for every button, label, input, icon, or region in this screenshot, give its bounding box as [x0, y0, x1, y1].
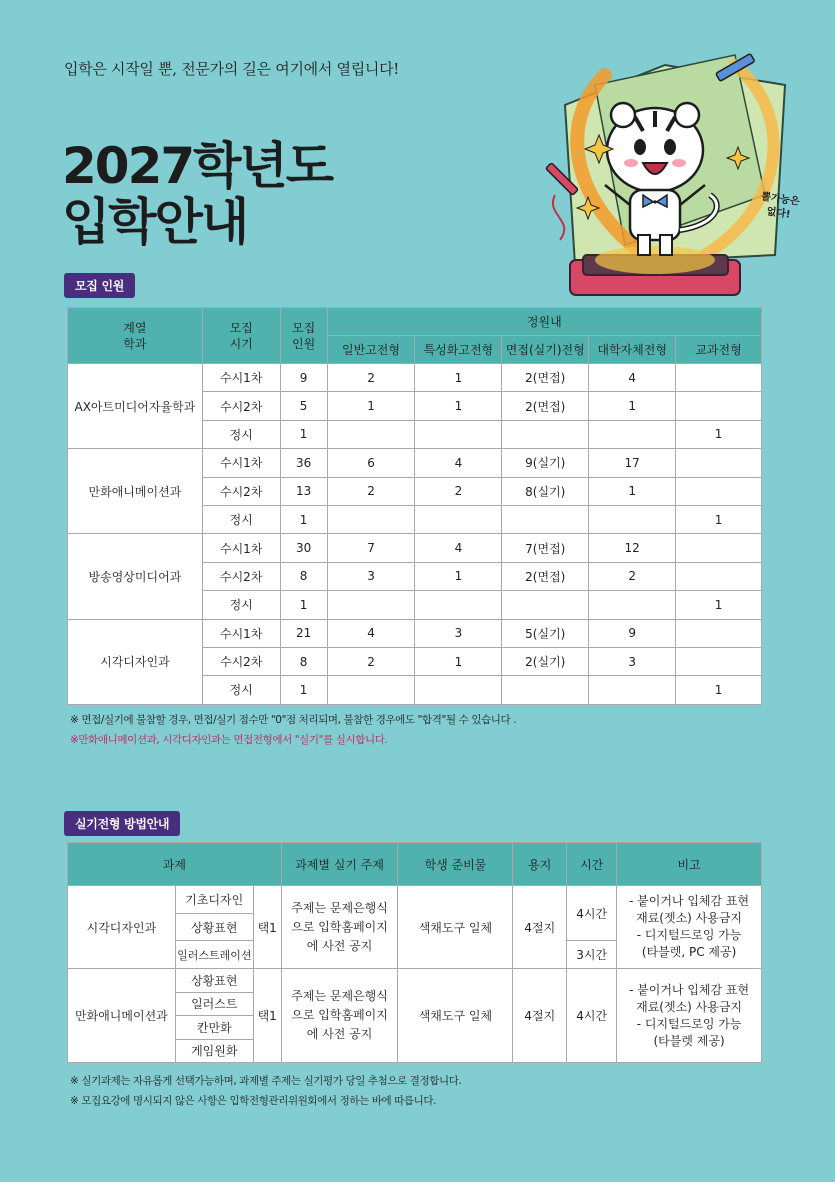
quota-cell: 1 — [676, 420, 762, 448]
quota-cell: 5(실기) — [502, 619, 589, 647]
quota-cell: 1 — [589, 392, 676, 420]
practical-time-a: 4시간 — [567, 886, 617, 941]
count-cell: 8 — [280, 562, 327, 590]
quota-cell: 4 — [327, 619, 415, 647]
quota-cell: 1 — [415, 562, 502, 590]
header-inquota: 정원내 — [327, 308, 761, 336]
header-period: 모집 시기 — [202, 308, 280, 364]
practical-task: 게임원화 — [175, 1039, 253, 1063]
quota-cell — [502, 505, 589, 533]
practical-row-visual — [68, 886, 762, 914]
header-count: 모집 인원 — [280, 308, 327, 364]
practical-paper: 4절지 — [513, 969, 567, 1063]
period-cell: 수시1차 — [202, 364, 280, 392]
quota-cell: 2 — [589, 562, 676, 590]
quota-cell — [327, 420, 415, 448]
quota-cell — [589, 505, 676, 533]
quota-cell: 2 — [327, 364, 415, 392]
count-cell: 1 — [280, 591, 327, 619]
quota-cell: 3 — [327, 562, 415, 590]
practical-task: 일러스트레이션 — [175, 941, 253, 969]
recruit-note-2: ※만화애니메이션과, 시각디자인과는 면접전형에서 "실기"를 실시합니다. — [70, 734, 388, 746]
quota-cell: 1 — [676, 676, 762, 704]
quota-cell: 4 — [415, 449, 502, 477]
quota-cell — [327, 591, 415, 619]
quota-cell — [415, 420, 502, 448]
quota-cell: 9(실기) — [502, 449, 589, 477]
period-cell: 수시1차 — [202, 449, 280, 477]
page-title — [62, 138, 332, 250]
quota-cell — [676, 562, 762, 590]
period-cell: 정시 — [202, 420, 280, 448]
dept-cell: 방송영상미디어과 — [68, 534, 203, 619]
period-cell: 수시2차 — [202, 562, 280, 590]
practical-header-note: 비고 — [617, 843, 762, 886]
practical-header-time: 시간 — [567, 843, 617, 886]
count-cell: 5 — [280, 392, 327, 420]
practical-materials: 색채도구 일체 — [398, 969, 513, 1063]
count-cell: 36 — [280, 449, 327, 477]
practical-row-comics — [68, 969, 762, 993]
quota-cell: 1 — [415, 364, 502, 392]
count-cell: 21 — [280, 619, 327, 647]
table-row — [68, 449, 762, 477]
period-cell: 수시2차 — [202, 647, 280, 675]
quota-cell — [676, 392, 762, 420]
quota-cell — [676, 364, 762, 392]
quota-cell: 2(면접) — [502, 562, 589, 590]
quota-cell — [415, 591, 502, 619]
quota-cell: 4 — [589, 364, 676, 392]
dept-cell: 만화애니메이션과 — [68, 449, 203, 534]
recruit-note-1: ※ 면접/실기에 불참할 경우, 면접/실기 점수만 "0"점 처리되며, 불참한 경우에도 "합격"될 수 있습니다 . — [70, 714, 517, 726]
quota-cell: 2 — [327, 477, 415, 505]
mascot-speech — [758, 190, 800, 223]
quota-cell: 2 — [415, 477, 502, 505]
practical-task: 칸만화 — [175, 1016, 253, 1040]
dept-cell: 시각디자인과 — [68, 619, 203, 704]
count-cell: 8 — [280, 647, 327, 675]
quota-cell — [589, 676, 676, 704]
table-row — [68, 364, 762, 392]
quota-cell: 2(실기) — [502, 647, 589, 675]
header-type-curriculum: 교과전형 — [676, 336, 762, 364]
quota-cell: 1 — [415, 392, 502, 420]
period-cell: 수시2차 — [202, 392, 280, 420]
quota-cell — [502, 420, 589, 448]
quota-cell: 17 — [589, 449, 676, 477]
quota-cell: 12 — [589, 534, 676, 562]
quota-cell: 6 — [327, 449, 415, 477]
quota-cell: 7(면접) — [502, 534, 589, 562]
practical-note: - 붙이거나 입체감 표현 재료(젯소) 사용금지 - 디지털드로잉 가능 (타블렛 제공) — [617, 969, 762, 1063]
practical-topic: 주제는 문제은행식 으로 입학홈페이지 에 사전 공지 — [281, 969, 398, 1063]
quota-cell: 7 — [327, 534, 415, 562]
quota-cell: 9 — [589, 619, 676, 647]
practical-topic: 주제는 문제은행식 으로 입학홈페이지 에 사전 공지 — [281, 886, 398, 969]
quota-cell — [327, 676, 415, 704]
count-cell: 1 — [280, 505, 327, 533]
quota-cell: 2(면접) — [502, 364, 589, 392]
quota-cell — [676, 477, 762, 505]
practical-choose: 택1 — [253, 886, 281, 969]
table-row — [68, 619, 762, 647]
header-dept: 계열 학과 — [68, 308, 203, 364]
period-cell: 정시 — [202, 676, 280, 704]
quota-cell: 8(실기) — [502, 477, 589, 505]
period-cell: 수시1차 — [202, 534, 280, 562]
tiger-mascot-illustration — [535, 45, 815, 305]
quota-cell — [676, 647, 762, 675]
quota-cell — [415, 676, 502, 704]
practical-time-b: 3시간 — [567, 941, 617, 969]
practical-dept-visual: 시각디자인과 — [68, 886, 176, 969]
practical-header-task: 과제 — [68, 843, 282, 886]
practical-note-2: ※ 모집요강에 명시되지 않은 사항은 입학전형관리위원회에서 정하는 바에 따릅니다. — [70, 1095, 437, 1107]
quota-cell: 3 — [415, 619, 502, 647]
header-type-specialized: 특성화고전형 — [415, 336, 502, 364]
quota-cell: 1 — [676, 505, 762, 533]
recruit-badge: 모집 인원 — [64, 273, 135, 298]
practical-task: 기초디자인 — [175, 886, 253, 914]
mascot-speech-line1: 뽈가능은 — [760, 191, 801, 208]
count-cell: 13 — [280, 477, 327, 505]
header-type-interview: 면접(실기)전형 — [502, 336, 589, 364]
quota-cell — [327, 505, 415, 533]
period-cell: 정시 — [202, 505, 280, 533]
count-cell: 9 — [280, 364, 327, 392]
practical-note-1: ※ 실기과제는 자유롭게 선택가능하며, 과제별 주제는 실기평가 당일 추첨으로 결정합니다. — [70, 1075, 462, 1087]
quota-cell — [415, 505, 502, 533]
mascot-speech-line2: 없다! — [765, 206, 792, 221]
quota-cell: 3 — [589, 647, 676, 675]
quota-cell — [589, 420, 676, 448]
quota-cell — [676, 619, 762, 647]
quota-cell: 1 — [589, 477, 676, 505]
practical-table — [67, 842, 762, 1063]
practical-note: - 붙이거나 입체감 표현 재료(젯소) 사용금지 - 디지털드로잉 가능 (타블렛, PC 제공) — [617, 886, 762, 969]
count-cell: 1 — [280, 420, 327, 448]
title-year: 2027학년도 — [62, 137, 333, 195]
practical-task: 상황표현 — [175, 969, 253, 993]
practical-badge: 실기전형 방법안내 — [64, 811, 180, 836]
period-cell: 수시2차 — [202, 477, 280, 505]
practical-time: 4시간 — [567, 969, 617, 1063]
practical-task: 상황표현 — [175, 913, 253, 941]
recruit-table — [67, 307, 762, 705]
quota-cell — [502, 591, 589, 619]
practical-paper: 4절지 — [513, 886, 567, 969]
practical-choose: 택1 — [253, 969, 281, 1063]
quota-cell: 2 — [327, 647, 415, 675]
quota-cell: 1 — [415, 647, 502, 675]
table-row — [68, 534, 762, 562]
practical-header-materials: 학생 준비물 — [398, 843, 513, 886]
practical-header-paper: 용지 — [513, 843, 567, 886]
quota-cell: 1 — [676, 591, 762, 619]
dept-cell: AX아트미디어자율학과 — [68, 364, 203, 449]
quota-cell: 4 — [415, 534, 502, 562]
practical-materials: 색채도구 일체 — [398, 886, 513, 969]
quota-cell — [589, 591, 676, 619]
header-type-university: 대학자체전형 — [589, 336, 676, 364]
header-type-general: 일반고전형 — [327, 336, 415, 364]
practical-dept-comics: 만화애니메이션과 — [68, 969, 176, 1063]
quota-cell — [676, 534, 762, 562]
count-cell: 30 — [280, 534, 327, 562]
period-cell: 수시1차 — [202, 619, 280, 647]
practical-header-topic: 과제별 실기 주제 — [281, 843, 398, 886]
quota-cell: 1 — [327, 392, 415, 420]
quota-cell: 2(면접) — [502, 392, 589, 420]
practical-task: 일러스트 — [175, 992, 253, 1016]
period-cell: 정시 — [202, 591, 280, 619]
recruit-table-body — [68, 364, 762, 705]
quota-cell — [676, 449, 762, 477]
quota-cell — [502, 676, 589, 704]
title-main: 입학안내 — [62, 193, 248, 251]
count-cell: 1 — [280, 676, 327, 704]
tagline: 입학은 시작일 뿐, 전문가의 길은 여기에서 열립니다! — [64, 60, 399, 78]
